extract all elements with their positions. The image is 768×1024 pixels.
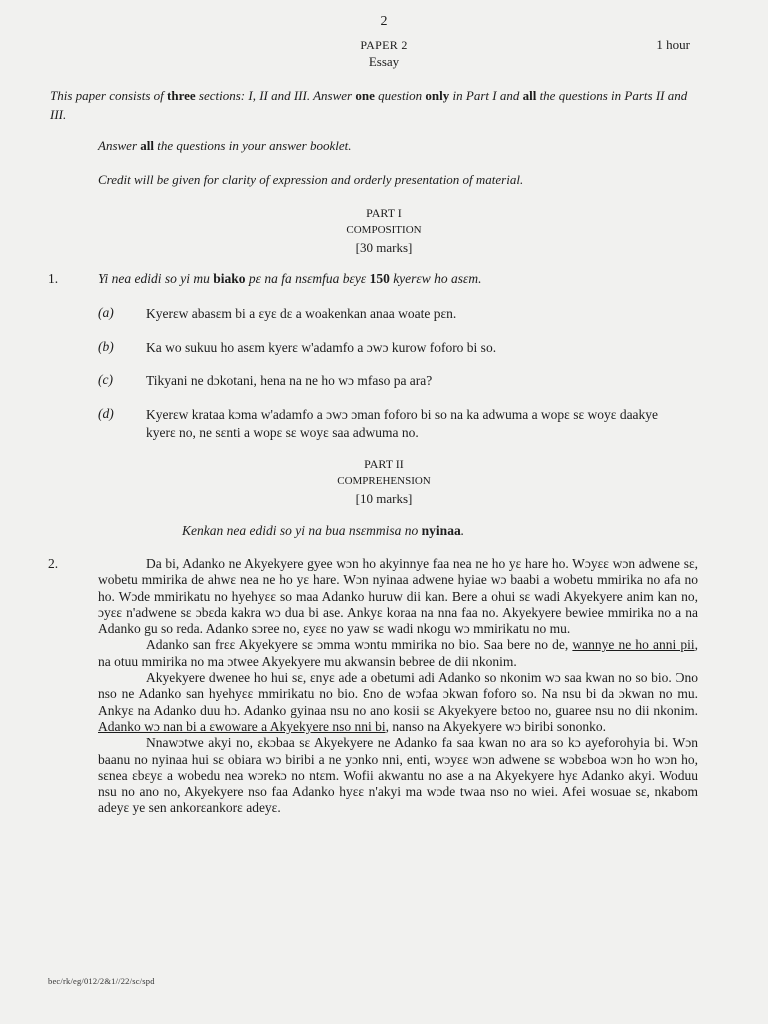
option-d-text: Kyerɛw krataa kɔma w'adamfo a ɔwɔ ɔman foforo bi so na ka adwuma a wopɛ sɛ woyɛ daakye kyerɛ no, ne sɛnti a wopɛ sɛ woyɛ saa adwuma no. bbox=[146, 407, 659, 440]
part1-subtitle: COMPOSITION bbox=[346, 224, 422, 236]
part1-marks: [30 marks] bbox=[355, 240, 413, 255]
part2-subtitle: COMPREHENSION bbox=[337, 475, 431, 487]
passage-paragraph: Nnawɔtwe akyi no, ɛkɔbaa sɛ Akyekyere ne Adanko fa saa kwan no ara so kɔ ayeforohyia bi. Wɔn baanu no nyinaa hui sɛ obiara wɔ biribi a ne yɔnko nni, enti, wɔyɛɛ wɔn adwene sɛ wɔbɛboa wɔn ho wɔn ho, sɛnea ɛbɛyɛ a wobedu nea wɔrekɔ no ntɛm. Wofii akwantu no ase a na Akyekyere hyɛ Adanko akyi. Woduu nsu no ano no, Akyekyere nso faa Adanko hyɛɛ n'akyi ma wɔde twaa nso no wiei. Afei wosuae sɛ, nkabom adeyɛ ye sen ankorɛankorɛ adeyɛ. bbox=[98, 735, 698, 816]
footer-code: bec/rk/eg/012/2&1//22/sc/spd bbox=[48, 976, 155, 986]
part2-instruction: Kenkan nea edidi so yi na bua nsɛmmisa no nyinaa. bbox=[182, 523, 465, 538]
instruction-answer: Answer all the questions in your answer booklet. bbox=[98, 138, 352, 153]
option-b-text: Ka wo sukuu ho asɛm kyerɛ w'adamfo a ɔwɔ kurow foforo bi so. bbox=[146, 340, 497, 355]
underlined-phrase: wannye ne ho anni pii bbox=[572, 637, 695, 653]
paper-title: PAPER 2 bbox=[360, 38, 408, 52]
option-c-text: Tikyani ne dɔkotani, hena na ne ho wɔ mfaso pa ara? bbox=[146, 373, 433, 388]
part1-title: PART I bbox=[366, 206, 402, 220]
option-d-label: (d) bbox=[98, 406, 114, 421]
instruction-sections: This paper consists of three sections: I, II and III. Answer one question only in Part I and all the questions in Parts II and III. bbox=[50, 88, 688, 122]
option-a-label: (a) bbox=[98, 305, 114, 320]
option-c-label: (c) bbox=[98, 372, 113, 387]
paper-subtitle: Essay bbox=[368, 54, 400, 69]
part1-heading bbox=[0, 205, 768, 256]
part2-title: PART II bbox=[364, 457, 404, 471]
question-1-number: 1. bbox=[48, 271, 59, 286]
comprehension-passage bbox=[98, 556, 698, 817]
option-b-label: (b) bbox=[98, 339, 114, 354]
instruction-credit: Credit will be given for clarity of expression and orderly presentation of material. bbox=[98, 172, 524, 187]
underlined-phrase: Adanko wɔ nan bi a ɛwoware a Akyekyere nso nni bi bbox=[98, 718, 386, 734]
question-2-number: 2. bbox=[48, 556, 59, 571]
question-1-text: Yi nea edidi so yi mu biako pɛ na fa nsɛmfua bɛyɛ 150 kyerɛw ho asɛm. bbox=[98, 271, 482, 286]
duration: 1 hour bbox=[656, 37, 690, 52]
passage-paragraph: Akyekyere dwenee ho hui sɛ, ɛnyɛ ade a obetumi adi Adanko so nkonim wɔ saa kwan no so bio. Ɔno nso ne Adanko san hyehyɛɛ mmirikatu no bio. Ɛno de wɔfaa ɔkwan foforo so. Na nsu bi da ɔkwan no mu. Ankyɛ na Adanko duu hɔ. Adanko gyinaa nsu no ano kosii sɛ Akyekyere bɛtoo no, guaree nsu no dii nkonim. Adanko wɔ nan bi a ɛwoware a Akyekyere nso nni bi, nanso na Akyekyere wɔ biribi sononko. bbox=[98, 670, 698, 734]
page-number: 2 bbox=[380, 14, 388, 29]
part2-marks: [10 marks] bbox=[355, 491, 413, 506]
passage-paragraph: Adanko san frɛɛ Akyekyere sɛ ɔmma wɔntu mmirika no bio. Saa bere no de, wannye ne ho anni pii, na otuu mmirika no ma ɔtwee Akyekyere mu akwansin bebree de dii nkonim. bbox=[98, 637, 698, 669]
passage-paragraph: Da bi, Adanko ne Akyekyere gyee wɔn ho akyinnye faa nea ne ho yɛ hare ho. Wɔyɛɛ wɔn adwene sɛ, wobetu mmirika de ahwɛ nea ne ho yɛ hare. Wɔn nyinaa adwene hyiae wɔ baabi a wobetu mmirika no afa no ho. Wɔde mmirikatu no hyehyɛɛ so maa Adanko huruw dii kan. Bere a ohui sɛ wadi Akyekyere anim kan no, ɔyɛɛ n'adwene sɛ ɔbɛda kakra wɔ dua bi ase. Ankyɛ koraa na nna faa no. Akyekyere bewiee mmirika no a na Adanko gu so reda. Adanko sɔree no, ɛyɛɛ no yaw sɛ wadi nkogu wɔ mmirikatu no mu. bbox=[98, 556, 698, 637]
option-a-text: Kyerɛw abasɛm bi a ɛyɛ dɛ a woakenkan anaa woate pɛn. bbox=[146, 306, 457, 321]
part2-heading bbox=[0, 456, 768, 507]
